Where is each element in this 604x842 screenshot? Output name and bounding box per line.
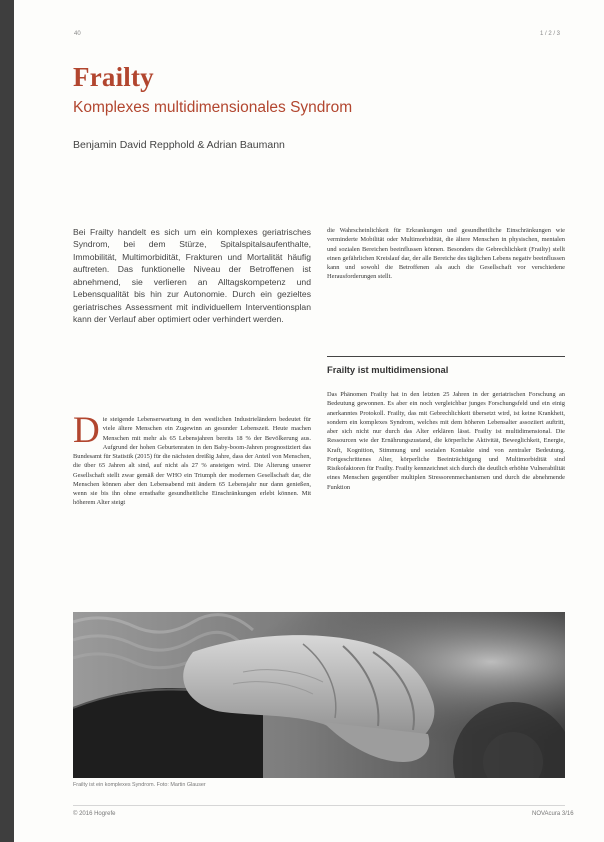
section-divider	[327, 356, 565, 357]
column-two-paragraph: die Wahrscheinlichkeit für Erkrankungen und gesundheitliche Einschränkungen wie verminderte Mobilität oder Multimorbidität, die ältere Menschen in physischen, mentalen und sozialen Bereichen beeinflussen können. Besonders die Gebrechlichkeit (Frailty) stellt einen gefährlichen Kreislauf dar, der alle Bereiche des täglichen Lebens negativ beeinflussen kann und sowohl die Betroffenen als auch die Gesellschaft vor verschiedene Herausforderungen stellt.	[327, 227, 565, 281]
section-body: Das Phänomen Frailty hat in den letzten 25 Jahren in der geriatrischen Forschung an Bedeutung gewonnen. Es aber ein noch vergleichbar junges Forschungsfeld und ein einig anerkanntes Protokoll. Frailty, das mit Gebrechlichkeit übersetzt wird, ist keine Krankheit, sondern ein komplexes Syndrom, welches mit dem höheren Lebensalter assoziiert auftritt, aber sich nicht nur durch das Alter erklären lässt. Frailty ist multidimensional. Die Ressourcen wie der Ernährungszustand, die körperliche Aktivität, Beweglichkeit, Energie, Kraft, Kognition, Stimmung und sozialen Kontakte sind von zentraler Bedeutung. Fortgeschrittenes Alter, körperliche Beeinträchtigung und Multimorbidität sind Risikofaktoren für Frailty. Frailty kennzeichnet sich durch die deutlich erhöhte Vulnerabilität eines Menschen gegenüber multiplen Stressorenmechanismen und durch die abnehmende Funktion	[327, 391, 565, 491]
section-marker-top: 1 / 2 / 3	[540, 31, 561, 37]
footer-divider	[73, 805, 565, 806]
footer-issue: NOVAcura 3/16	[532, 811, 574, 817]
section-heading: Frailty ist multidimensional	[327, 364, 449, 375]
footer-copyright: © 2016 Hogrefe	[73, 811, 116, 817]
hands-on-walker-photo	[73, 612, 565, 778]
photo-caption: Frailty ist ein komplexes Syndrom. Foto: Martin Glauser	[73, 782, 206, 788]
article-subtitle: Komplexes multidimensionales Syndrom	[73, 99, 353, 116]
intro-text: ie steigende Lebenserwartung in den westlichen Industrieländern bedeutet für viele ältere Menschen ein Zugewinn an gesunder Lebenszeit. Heute machen Menschen mit mehr als 65 Lebensjahren bereits 18 % der Bevölkerung aus. Aufgrund der hohen Geburtenraten in den Baby-boom-Jahren prognostiziert das Bundesamt für Statistik (2015) für die nächsten dreißig Jahre, dass der Anteil von Menschen, die über 65 Jahren alt sind, auf nicht als 27 % ansteigen wird. Die Alterung unserer Gesellschaft stellt zwar gemäß der WHO ein Triumph der modernen Gesellschaft dar, die Menschen können aber den Lebensabend mit ändern 65 Lebensjahr nur dann genießen, wenn sie bis ihn ohne ernsthafte gesundheitliche Einschränkungen erlebt können. Mit höherem Alter steigt	[73, 416, 311, 507]
article-abstract: Bei Frailty handelt es sich um ein komplexes geriatrisches Syndrom, bei dem Stürze, Spitalspitalsaufenthalte, Immobilität, Multimorbidität, Frakturen und Mortalität häufig auftreten. Das funktionelle Niveau der Betroffenen ist abnehmend, sie verlieren an Alltagskompetenz und Lebensqualität bis hin zur Autonomie. Durch ein gezieltes geriatrisches Assessment mit individuellem Interventionsplan kann der Verlauf aber optimiert oder verhindert werden.	[73, 227, 311, 325]
drop-cap: D	[73, 410, 100, 451]
article-authors: Benjamin David Repphold & Adrian Baumann	[73, 139, 285, 151]
article-title: Frailty	[73, 62, 154, 92]
page-number-top: 40	[74, 31, 81, 37]
article-photo	[73, 612, 565, 778]
page-edge-shadow	[0, 0, 14, 842]
intro-paragraph	[73, 410, 311, 508]
